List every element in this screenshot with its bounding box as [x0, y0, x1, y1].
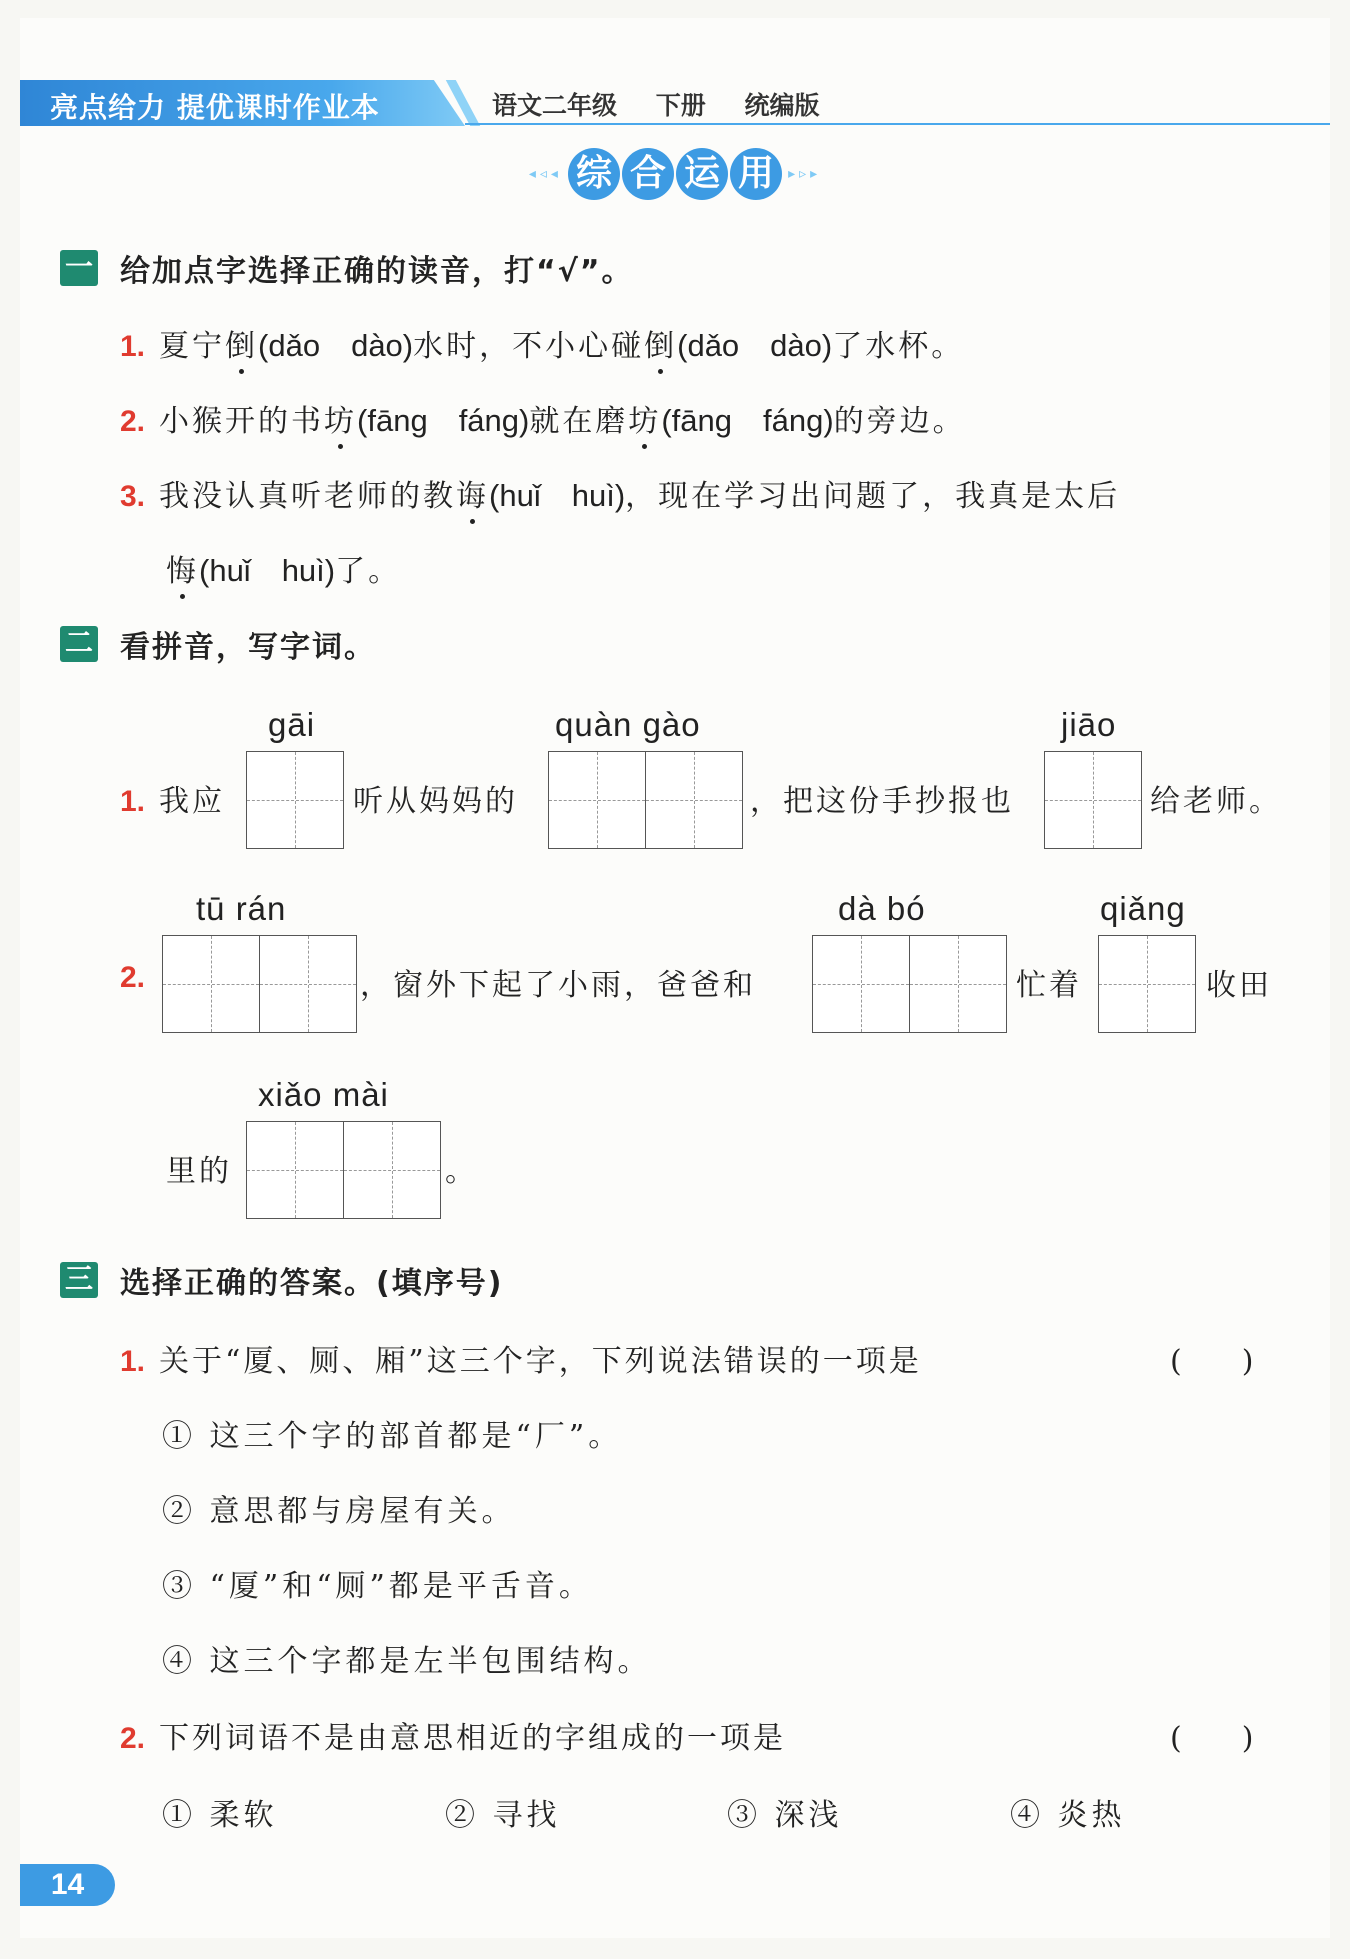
pinyin-label: tū rán	[196, 890, 287, 927]
question-text: 我没认真听老师的教	[159, 479, 457, 514]
dotted-char: 坊	[628, 396, 661, 440]
option: ① 柔软	[162, 1798, 278, 1833]
dotted-char: 诲	[456, 471, 489, 515]
pinyin-choice[interactable]: (fāng fáng)	[661, 403, 834, 438]
question-text: ，窗外下起了小雨，爸爸和	[360, 968, 756, 1003]
grid-cell[interactable]	[247, 752, 343, 848]
s2-q1-text-a	[120, 776, 225, 820]
question-text: 的旁边。	[833, 404, 966, 439]
s3-question-2	[120, 1713, 786, 1757]
question-text: 我应	[159, 784, 226, 819]
question-text: 小猴开的书	[159, 404, 325, 439]
question-text: 下列词语不是由意思相近的字组成的一项是	[159, 1721, 787, 1756]
writing-grid[interactable]	[1098, 935, 1196, 1033]
writing-grid[interactable]	[246, 751, 344, 849]
pinyin-label: quàn gào	[555, 706, 701, 743]
pinyin-label: dà bó	[838, 890, 926, 927]
page-number: 14	[20, 1864, 115, 1906]
question-text: 听从妈妈的	[353, 784, 518, 819]
subject: 语文二年级	[492, 91, 618, 120]
pinyin-choice[interactable]: (huǐ huì)	[199, 553, 336, 588]
writing-grid[interactable]	[162, 935, 357, 1033]
title-char: 合	[622, 148, 674, 200]
grid-cell[interactable]	[909, 936, 1006, 1032]
section-title: 看拼音，写字词。	[120, 630, 376, 665]
section-1-heading	[60, 246, 633, 290]
option: ④ 这三个字都是左半包围结构。	[162, 1644, 652, 1679]
writing-grid[interactable]	[246, 1121, 441, 1219]
question-text: 了水杯。	[832, 329, 965, 364]
answer-blank[interactable]: ( )	[1170, 1721, 1254, 1756]
s1-question-1	[120, 320, 964, 365]
question-text: 就在磨	[529, 404, 629, 439]
pinyin-label: xiǎo mài	[258, 1076, 389, 1113]
option: ③ 深浅	[727, 1798, 843, 1833]
grid-cell[interactable]	[1045, 752, 1141, 848]
section-badge: 三	[60, 1262, 98, 1298]
s1-question-3	[120, 470, 1120, 515]
option: ① 这三个字的部首都是“厂”。	[162, 1419, 623, 1454]
option: ③ “厦”和“厕”都是平舌音。	[162, 1569, 593, 1604]
grid-cell[interactable]	[1099, 936, 1195, 1032]
grid-cell[interactable]	[645, 752, 742, 848]
question-text: 水时，不小心碰	[413, 329, 645, 364]
title-char: 综	[568, 148, 620, 200]
question-text: 关于“厦、厕、厢”这三个字，下列说法错误的一项是	[159, 1344, 922, 1379]
question-number: 2.	[120, 961, 146, 994]
question-text: 。	[445, 1154, 478, 1189]
option: ② 意思都与房屋有关。	[162, 1494, 516, 1529]
grid-cell[interactable]	[247, 1122, 343, 1218]
question-number: 1.	[120, 785, 146, 818]
grid-cell[interactable]	[163, 936, 259, 1032]
lesson-title	[20, 148, 1330, 200]
question-text: 夏宁	[159, 329, 226, 364]
s1-question-3-cont	[166, 545, 401, 590]
dotted-char: 坊	[324, 396, 357, 440]
pinyin-choice[interactable]: (dǎo dào)	[677, 328, 833, 363]
question-text: 里的	[166, 1154, 232, 1189]
right-arrows-icon: ▸▹▸	[788, 166, 822, 182]
volume: 下册	[655, 91, 706, 120]
dotted-char: 倒	[644, 321, 677, 365]
series-title: 亮点给力 提优课时作业本	[50, 91, 380, 124]
grid-cell[interactable]	[343, 1122, 440, 1218]
title-char: 用	[730, 148, 782, 200]
left-arrows-icon: ◂◃◂	[528, 166, 562, 182]
section-title: 给加点字选择正确的读音，打“√”。	[120, 254, 634, 289]
grid-cell[interactable]	[813, 936, 909, 1032]
question-text: ，把这份手抄报也	[750, 784, 1014, 819]
writing-grid[interactable]	[1044, 751, 1142, 849]
section-badge: 一	[60, 250, 98, 286]
option: ② 寻找	[445, 1798, 561, 1833]
question-text: 忙着	[1016, 968, 1082, 1003]
question-text: 收田	[1206, 968, 1272, 1003]
writing-grid[interactable]	[812, 935, 1007, 1033]
s3-question-1	[120, 1336, 922, 1380]
question-number: 3.	[120, 480, 146, 513]
option: ④ 炎热	[1010, 1798, 1126, 1833]
section-2-heading	[60, 622, 376, 666]
section-title: 选择正确的答案。	[120, 1266, 376, 1301]
section-badge: 二	[60, 626, 98, 662]
dotted-char: 悔	[166, 546, 199, 590]
pinyin-choice[interactable]: (dǎo dào)	[258, 328, 414, 363]
question-text: 给老师。	[1150, 784, 1282, 819]
header-rule	[465, 123, 1330, 125]
pinyin-choice[interactable]: (fāng fáng)	[357, 403, 530, 438]
grid-cell[interactable]	[549, 752, 645, 848]
question-number: 1.	[120, 1345, 146, 1378]
title-char: 运	[676, 148, 728, 200]
writing-grid[interactable]	[548, 751, 743, 849]
section-title-note: (填序号)	[376, 1266, 504, 1301]
answer-blank[interactable]: ( )	[1170, 1344, 1254, 1379]
pinyin-label: jiāo	[1061, 706, 1117, 743]
workbook-page	[20, 18, 1330, 1938]
book-info	[492, 86, 849, 122]
section-3-heading	[60, 1258, 503, 1302]
question-number: 2.	[120, 1722, 146, 1755]
s1-question-2	[120, 395, 966, 440]
pinyin-label: gāi	[268, 706, 316, 743]
pinyin-label: qiǎng	[1100, 890, 1186, 927]
question-text: ，现在学习出问题了，我真是太后	[625, 479, 1121, 514]
question-number: 1.	[120, 330, 146, 363]
pinyin-choice[interactable]: (huǐ huì)	[489, 478, 626, 513]
question-number	[120, 960, 159, 995]
edition: 统编版	[744, 91, 820, 120]
question-number: 2.	[120, 405, 146, 438]
grid-cell[interactable]	[259, 936, 356, 1032]
question-text: 了。	[335, 554, 402, 589]
dotted-char: 倒	[225, 321, 258, 365]
